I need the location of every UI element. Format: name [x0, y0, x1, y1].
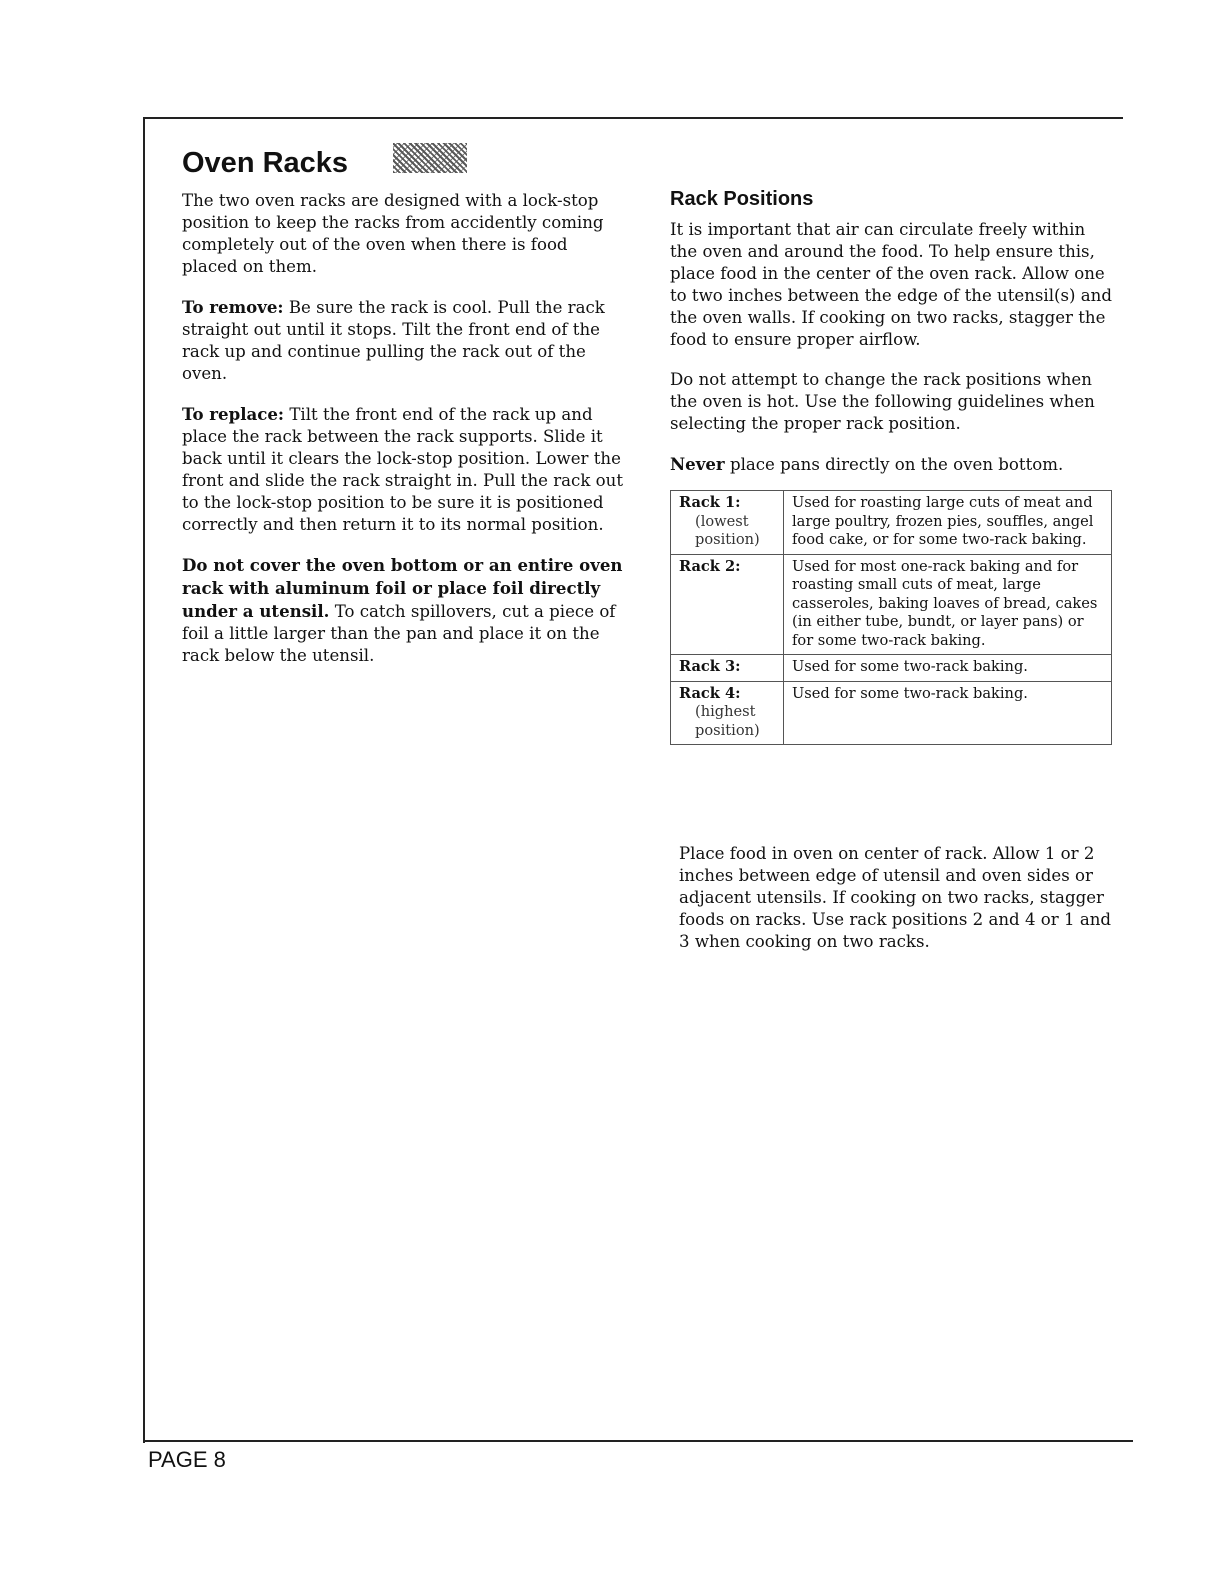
rack-label-cell	[671, 491, 784, 555]
table-row	[671, 554, 1112, 655]
table-row	[671, 655, 1112, 682]
rack-use-cell: Used for most one-rack baking and for roasting small cuts of meat, large casseroles, baking loaves of bread, cakes (in either tube, bundt, or layer pans) or for some two-rack baking.	[784, 554, 1112, 655]
rack-label: Rack 2:	[679, 557, 741, 575]
page-number: PAGE 8	[148, 1447, 226, 1472]
table-row	[671, 681, 1112, 745]
never-paragraph	[670, 453, 1115, 476]
page-frame-left-rule	[143, 117, 145, 1443]
foil-text: To catch spillovers, cut a piece of foil a little larger than the pan and place it on the rack below the utensil.	[182, 602, 616, 665]
replace-label: To replace:	[182, 404, 285, 424]
remove-label: To remove:	[182, 297, 284, 317]
rack-label: Rack 4:	[679, 684, 741, 702]
rack-label: Rack 1:	[679, 494, 741, 511]
table-row	[671, 491, 1112, 555]
page-frame-bottom-rule	[143, 1440, 1133, 1442]
rack-use-cell: Used for some two-rack baking.	[784, 681, 1112, 745]
intro-paragraph: The two oven racks are designed with a lock-stop position to keep the racks from accidently coming completely out of the oven when there is food placed on them.	[182, 191, 604, 276]
left-column	[182, 143, 627, 685]
halftone-logo-icon	[393, 143, 467, 173]
replace-paragraph	[182, 403, 627, 536]
section-title	[182, 143, 627, 183]
airflow-paragraph: It is important that air can circulate freely within the oven and around the food. To help ensure this, place food in the center of the oven rack. Allow one to two inches between the edge of the utensil(s) and the oven walls. If cooking on two racks, stagger the food to ensure proper airflow.	[670, 220, 1112, 349]
remove-paragraph	[182, 296, 627, 385]
right-column	[670, 185, 1115, 745]
rack-note: (highest position)	[695, 703, 760, 739]
rack-use-cell: Used for roasting large cuts of meat and large poultry, frozen pies, souffles, angel food cake, or for some two-rack baking.	[784, 491, 1112, 555]
cooking-tip-text: Place food in oven on center of rack. Allow 1 or 2 inches between edge of utensil and oven sides or adjacent utensils. If cooking on two racks, stagger foods on racks. Use rack positions 2 and 4 or 1 and 3 when cooking on two racks.	[679, 844, 1112, 951]
section-title-text: Oven Racks	[182, 147, 349, 179]
rack-label-cell	[671, 655, 784, 682]
rack-note: (lowest position)	[695, 512, 760, 548]
page-frame-top-rule	[143, 117, 1123, 119]
rack-label-cell	[671, 681, 784, 745]
foil-paragraph	[182, 554, 627, 667]
rack-positions-table	[670, 490, 1112, 745]
rack-label-cell	[671, 554, 784, 655]
cooking-tip-box	[679, 843, 1114, 953]
never-label: Never	[670, 454, 725, 474]
replace-text: Tilt the front end of the rack up and place the rack between the rack supports. Slide it back until it clears the lock-stop position. Lower the front and slide the rack straight in. Pull the rack out to the lock-stop position to be sure it is positioned correctly and then return it to its normal position.	[182, 405, 624, 534]
rack-use-cell: Used for some two-rack baking.	[784, 655, 1112, 682]
never-text: place pans directly on the oven bottom.	[724, 455, 1064, 474]
rack-positions-heading: Rack Positions	[670, 188, 814, 210]
foil-warning: Do not cover the oven bottom or an entire oven rack with aluminum foil or place foil directly under a utensil.	[182, 555, 623, 621]
rack-label: Rack 3:	[679, 658, 741, 675]
remove-text: Be sure the rack is cool. Pull the rack straight out until it stops. Tilt the front end of the rack up and continue pulling the rack out of the oven.	[182, 298, 605, 383]
rack-change-paragraph: Do not attempt to change the rack positions when the oven is hot. Use the following guidelines when selecting the proper rack position.	[670, 370, 1095, 433]
